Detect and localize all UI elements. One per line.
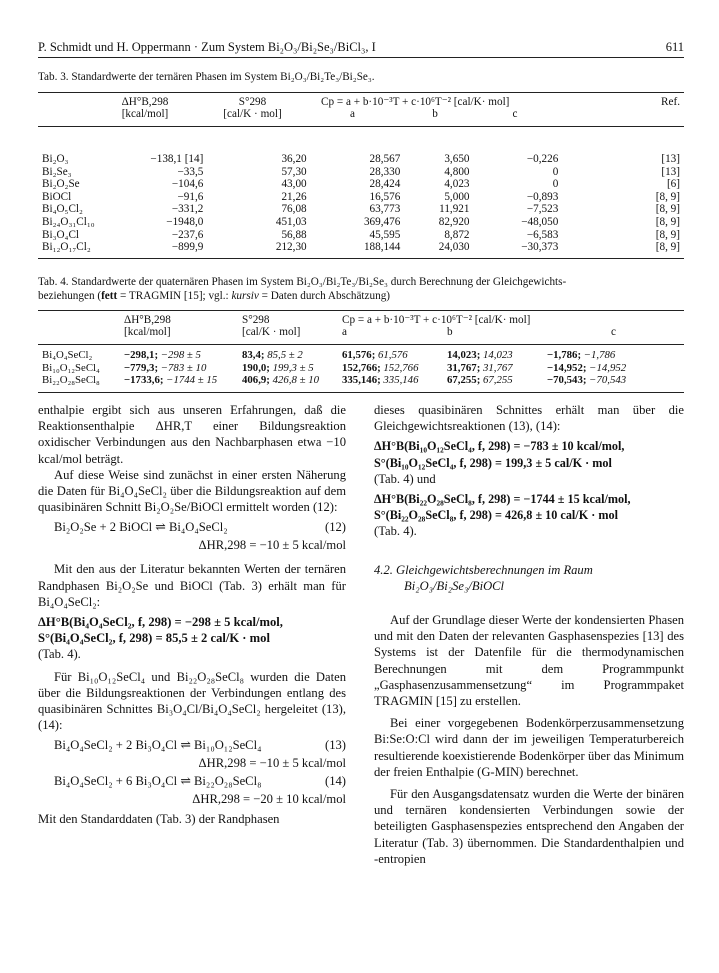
tab4-caption-line1: Tab. 4. Standardwerte der quaternären Phasen im System Bi₂O₃/Bi₂Te₃/Bi₂Se₃ durch Berechnung der Gleichgewichts-: [38, 276, 567, 288]
tab3-cell-phase: Bi₂O₂Se: [42, 178, 80, 191]
tab3-h-head: ΔH°B,298: [121, 96, 169, 108]
tab4-cell-a: [338, 349, 443, 362]
tab4-value-calculated: 152,766;: [342, 361, 381, 374]
tab3-cell-b: 4,800: [444, 165, 470, 178]
tab4-cell-b: [443, 362, 543, 375]
tab3-cell-c: −7,523: [526, 203, 559, 216]
result-3-enthalpy: ΔH°B(Bi₂₂O₂₈SeCl₈, f, 298) = −1744 ± 15 kcal/mol,: [374, 492, 631, 507]
left-para-1: enthalpie ergibt sich aus unseren Erfahrungen, daß die Reaktionsenthalpie ΔHR,T einer Bildungsreaktion oxidischer Verbindungen aus den Nachbarphasen etwa −10 kcal/mol beträgt.: [38, 403, 346, 466]
tab3-cell-c: −48,050: [521, 215, 559, 228]
tab3-header: [38, 96, 684, 121]
eq14-enthalpy: ΔHR,298 = −20 ± 10 kcal/mol: [192, 792, 346, 807]
tab4-caption-italic: kursiv: [231, 290, 259, 302]
tab3-cell-phase: Bi₂O₃: [42, 153, 69, 165]
tab4-row: [38, 349, 684, 362]
tab4-cell-a: [338, 362, 443, 375]
eq14-enthalpy-line: [38, 791, 346, 809]
tab3-cell-ref: [8, 9]: [655, 203, 680, 216]
tab3-cell-ref: [8, 9]: [655, 228, 680, 241]
tab3-a-head: a: [350, 108, 355, 121]
eq13-number: (13): [325, 738, 346, 753]
right-para-3: Bei einer vorgegebenen Bodenkörperzusammensetzung Bi:Se:O:Cl wird dann der im jeweiligen Temperaturbereich resultierende koexistierende Bodenkörper über das Minimum der freien Enthalpie (G-MIN) berechnet.: [374, 716, 684, 779]
tab3-cell-s: 212,30: [275, 241, 307, 254]
equation-13: [38, 737, 346, 755]
tab3-cell-b: 5,000: [444, 190, 470, 203]
tab3-cell-a: 63,773: [369, 203, 401, 216]
tab3-s-unit: [cal/K · mol]: [223, 108, 282, 121]
tab3-cell-phase: Bi₂₄O₃₁Cl₁₀: [42, 215, 95, 228]
tab3-cell-s: 76,08: [281, 203, 307, 216]
tab4-h-head: ΔH°B,298: [124, 314, 171, 326]
tab4-cell-c: [543, 362, 684, 375]
tab4-value-estimated: 14,023: [483, 349, 513, 361]
tab3-cell-a: 45,595: [369, 228, 401, 241]
tab4-value-calculated: −14,952;: [547, 361, 587, 374]
tab3-cell-a: 188,144: [363, 241, 401, 254]
tab4-cell-h: [120, 362, 238, 375]
tab4-cell-phase: Bi₂₂O₂₈SeCl₈: [42, 374, 100, 387]
tab4-value-calculated: 190,0;: [242, 361, 270, 374]
tab3-cell-b: 8,872: [444, 228, 470, 241]
tab3-mid-rule: [38, 126, 684, 127]
left-para-2: Auf diese Weise sind zunächst in einer ersten Näherung die Daten für Bi₄O₄SeCl₂ über die Bildungsreaktion auf dem quasibinären Schnitt Bi₂O₂Se/BiOCl ermittelt worden (12):: [38, 467, 346, 515]
result-2-ref: (Tab. 4) und: [374, 471, 436, 486]
tab3-cell-ref: [8, 9]: [655, 190, 680, 203]
tab3-h-unit: [kcal/mol]: [121, 108, 169, 121]
tab4-b-head: b: [447, 326, 453, 339]
tab4-c-head: c: [611, 326, 616, 339]
tab4-value-estimated: −1744 ± 15: [166, 374, 218, 387]
tab3-cell-c: 0: [552, 165, 559, 178]
tab3-cell-s: 21,26: [281, 190, 307, 203]
tab4-top-rule: [38, 310, 684, 311]
tab3-caption: Tab. 3. Standardwerte der ternären Phasen im System Bi₂O₃/Bi₂Te₃/Bi₂Se₃.: [38, 71, 375, 83]
tab4-value-estimated: 426,8 ± 10: [272, 374, 320, 387]
tab4-cell-s: [238, 374, 338, 387]
tab4-value-estimated: 152,766: [383, 361, 419, 374]
tab4-value-estimated: −298 ± 5: [160, 349, 201, 361]
tab3-cell-ref: [13]: [661, 153, 680, 165]
left-para-3: Mit den aus der Literatur bekannten Werten der ternären Randphasen Bi₂O₂Se und BiOCl (Tab. 3) erhält man für Bi₄O₄SeCl₂:: [38, 562, 346, 609]
eq12-enthalpy: ΔHR,298 = −10 ± 5 kcal/mol: [198, 538, 346, 553]
tab4-bottom-rule: [38, 392, 684, 393]
result-3-entropy: S°(Bi₂₂O₂₈SeCl₈, f, 298) = 426,8 ± 10 cal/K · mol: [374, 508, 618, 523]
eq12-enthalpy-line: [38, 537, 346, 555]
tab3-cell-s: 57,30: [281, 165, 307, 178]
tab4-value-calculated: 335,146;: [342, 374, 381, 387]
tab3-cell-ref: [6]: [666, 178, 680, 191]
result-2-entropy: S°(Bi₁₀O₁₂SeCl₄, f, 298) = 199,3 ± 5 cal/K · mol: [374, 455, 612, 470]
tab4-cell-b: [443, 349, 543, 362]
tab4-cell-s: [238, 362, 338, 375]
eq14-number: (14): [325, 774, 346, 789]
running-header: [38, 40, 684, 55]
tab3-s-head: S°298: [238, 96, 267, 108]
tab4-caption: [38, 275, 684, 303]
eq12-number: (12): [325, 520, 346, 535]
result-1-ref: (Tab. 4).: [38, 647, 81, 662]
tab3-b-head: b: [432, 108, 438, 121]
tab3-cell-a: 369,476: [363, 215, 401, 228]
left-para-5: Mit den Standarddaten (Tab. 3) der Randphasen: [38, 812, 280, 827]
tab4-cp-head: Cp = a + b·10⁻³T + c·10⁶T⁻² [cal/K· mol]: [342, 314, 531, 326]
tab4-value-estimated: 31,767: [483, 361, 513, 374]
tab3-body: [38, 153, 684, 254]
tab4-cell-h: [120, 374, 238, 387]
running-title: P. Schmidt und H. Oppermann · Zum System Bi₂O₃/Bi₂Se₃/BiCl₃, I: [38, 40, 376, 54]
result-3-ref: (Tab. 4).: [374, 524, 417, 539]
tab4-value-calculated: 14,023;: [447, 349, 481, 361]
tab3-cell-c: 0: [552, 178, 559, 191]
tab3-c-head: c: [512, 108, 518, 121]
tab4-value-estimated: 67,255: [483, 374, 513, 387]
right-para-2: Auf der Grundlage dieser Werte der kondensierten Phasen und mit den Daten der relevanten Gasphasenspezies [13] des Systems ist der Datenfile für die thermodynamischen Berechnungen mit dem Programmpunkt „Gasphasenzusammensetzung“ im Programmpaket TRAGMIN [15] zu erstellen.: [374, 613, 684, 709]
tab3-cell-h: −899,9: [171, 241, 204, 254]
section-subtitle: Bi₂O₃/Bi₂Se₃/BiOCl: [404, 578, 505, 593]
tab3-cell-s: 36,20: [281, 153, 307, 165]
tab4-cell-s: [238, 349, 338, 362]
tab3-cell-s: 451,03: [275, 215, 307, 228]
header-rule: [38, 57, 684, 58]
tab3-top-rule: [38, 92, 684, 93]
tab4-value-estimated: −70,543: [589, 374, 627, 387]
tab3-cell-c: −0,893: [526, 190, 559, 203]
tab3-row: [38, 229, 684, 242]
tab4-value-estimated: 199,3 ± 5: [272, 361, 314, 374]
tab3-cell-h: −33,5: [177, 165, 204, 178]
tab4-cell-b: [443, 374, 543, 387]
section-heading: [374, 562, 684, 594]
tab4-value-calculated: −70,543;: [547, 374, 587, 387]
eq13-enthalpy: ΔHR,298 = −10 ± 5 kcal/mol: [198, 756, 346, 771]
tab4-value-calculated: −779,3;: [124, 361, 159, 374]
tab4-value-calculated: −1,786;: [547, 349, 582, 361]
tab4-cell-h: [120, 349, 238, 362]
right-para-1: dieses quasibinären Schnittes erhält man über die Gleichgewichtsreaktionen (13), (14):: [374, 403, 684, 434]
result-2-enthalpy: ΔH°B(Bi₁₀O₁₂SeCl₄, f, 298) = −783 ± 10 kcal/mol,: [374, 439, 625, 454]
equation-14: [38, 773, 346, 791]
tab3-cell-b: 4,023: [444, 178, 470, 191]
tab4-caption-line2: beziehungen (fett = TRAGMIN [15]; vgl.: kursiv = Daten durch Abschätzung): [38, 290, 391, 302]
tab4-body: [38, 349, 684, 387]
tab3-cell-b: 3,650: [444, 153, 470, 165]
tab4-mid-rule: [38, 344, 684, 345]
right-para-4: Für den Ausgangsdatensatz wurden die Werte der binären und ternären kondensierten Verbindungen sowie der beteiligten Gasphasenspezies entsprechend den Angaben der Literatur (Tab. 3) übernommen. Die Standardenthalpien und -entropien: [374, 787, 684, 866]
tab3-cell-phase: Bi₄O₅Cl₂: [42, 203, 83, 216]
tab4-value-estimated: −1,786: [583, 349, 616, 361]
tab4-caption-bold: fett: [101, 290, 118, 302]
tab3-cell-h: −237,6: [171, 228, 204, 241]
tab4-value-estimated: 85,5 ± 2: [267, 349, 303, 361]
page-number: 611: [665, 40, 684, 54]
tab3-cell-phase: BiOCl: [42, 190, 72, 203]
tab4-cell-c: [543, 374, 684, 387]
tab3-cell-h: −104,6: [171, 178, 204, 191]
right-column: [374, 402, 684, 867]
tab3-cell-ref: [8, 9]: [655, 241, 680, 254]
tab4-value-calculated: 31,767;: [447, 361, 481, 374]
eq13-formula: Bi₄O₄SeCl₂ + 2 Bi₃O₄Cl ⇌ Bi₁₀O₁₂SeCl₄: [54, 738, 262, 753]
tab4-value-calculated: 83,4;: [242, 349, 265, 361]
tab4-value-calculated: −298,1;: [124, 349, 159, 361]
tab4-cell-c: [543, 349, 684, 362]
tab3-row: [38, 191, 684, 204]
tab3-cell-b: 11,921: [439, 203, 470, 216]
tab3-ref-head: Ref.: [661, 96, 680, 108]
tab3-row: [38, 153, 684, 166]
tab3-cell-h: −138,1 [14]: [150, 153, 204, 165]
eq12-formula: Bi₂O₂Se + 2 BiOCl ⇌ Bi₄O₄SeCl₂: [54, 520, 228, 535]
tab3-cell-c: −0,226: [526, 153, 559, 165]
tab3-cell-a: 28,567: [369, 153, 401, 165]
tab3-cell-s: 56,88: [281, 228, 307, 241]
tab3-cell-h: −1948,0: [166, 215, 204, 228]
tab4-value-calculated: 406,9;: [242, 374, 270, 387]
tab4-value-estimated: −783 ± 10: [160, 361, 207, 374]
tab3-cell-h: −91,6: [177, 190, 204, 203]
tab3-cell-ref: [8, 9]: [655, 215, 680, 228]
tab4-a-head: a: [342, 326, 347, 339]
tab3-bottom-rule: [38, 258, 684, 259]
tab3-cell-s: 43,00: [281, 178, 307, 191]
tab3-cell-phase: Bi₂Se₃: [42, 165, 72, 178]
tab3-cell-ref: [13]: [661, 165, 680, 178]
tab3-row: [38, 203, 684, 216]
tab3-cell-b: 24,030: [438, 241, 470, 254]
eq14-formula: Bi₄O₄SeCl₂ + 6 Bi₃O₄Cl ⇌ Bi₂₂O₂₈SeCl₈: [54, 774, 262, 789]
tab3-row: [38, 178, 684, 191]
tab4-h-unit: [kcal/mol]: [124, 326, 171, 339]
section-title: 4.2. Gleichgewichtsberechnungen im Raum: [374, 562, 593, 577]
tab3-cell-c: −6,583: [526, 228, 559, 241]
tab3-cp-head: Cp = a + b·10⁻³T + c·10⁶T⁻² [cal/K· mol]: [321, 96, 510, 108]
tab4-cell-phase: Bi₄O₄SeCl₂: [42, 349, 93, 361]
tab4-value-estimated: −14,952: [589, 361, 627, 374]
tab4-row: [38, 362, 684, 375]
tab4-row: [38, 374, 684, 387]
tab3-row: [38, 216, 684, 229]
tab4-header: [38, 314, 684, 339]
tab3-row: [38, 166, 684, 179]
tab4-cell-a: [338, 374, 443, 387]
tab4-s-head: S°298: [242, 314, 270, 326]
tab3-cell-phase: Bi₃O₄Cl: [42, 228, 80, 241]
result-1-entropy: S°(Bi₄O₄SeCl₂, f, 298) = 85,5 ± 2 cal/K · mol: [38, 631, 270, 646]
tab3-cell-b: 82,920: [438, 215, 470, 228]
tab3-cell-c: −30,373: [521, 241, 559, 254]
tab4-value-estimated: 61,576: [378, 349, 408, 361]
result-1-enthalpy: ΔH°B(Bi₄O₄SeCl₂, f, 298) = −298 ± 5 kcal/mol,: [38, 615, 283, 630]
equation-12: [38, 519, 346, 537]
left-column: [38, 402, 346, 828]
tab4-value-calculated: 61,576;: [342, 349, 376, 361]
tab4-value-estimated: 335,146: [383, 374, 419, 387]
tab4-value-calculated: 67,255;: [447, 374, 481, 387]
tab4-s-unit: [cal/K · mol]: [242, 326, 301, 339]
tab3-cell-a: 16,576: [369, 190, 401, 203]
tab4-value-calculated: −1733,6;: [124, 374, 164, 387]
tab3-row: [38, 241, 684, 254]
left-para-4: Für Bi₁₀O₁₂SeCl₄ und Bi₂₂O₂₈SeCl₈ wurden die Daten über die Bildungsreaktionen der Verbindungen entlang des quasibinären Schnittes Bi₃O₄Cl/Bi₄O₄SeCl₂ hergeleitet (13), (14):: [38, 669, 346, 733]
tab4-cell-phase: Bi₁₀O₁₂SeCl₄: [42, 361, 100, 374]
tab3-cell-h: −331,2: [171, 203, 204, 216]
tab3-cell-a: 28,424: [369, 178, 401, 191]
tab3-cell-phase: Bi₁₂O₁₇Cl₂: [42, 241, 91, 254]
eq13-enthalpy-line: [38, 755, 346, 773]
tab3-cell-a: 28,330: [369, 165, 401, 178]
